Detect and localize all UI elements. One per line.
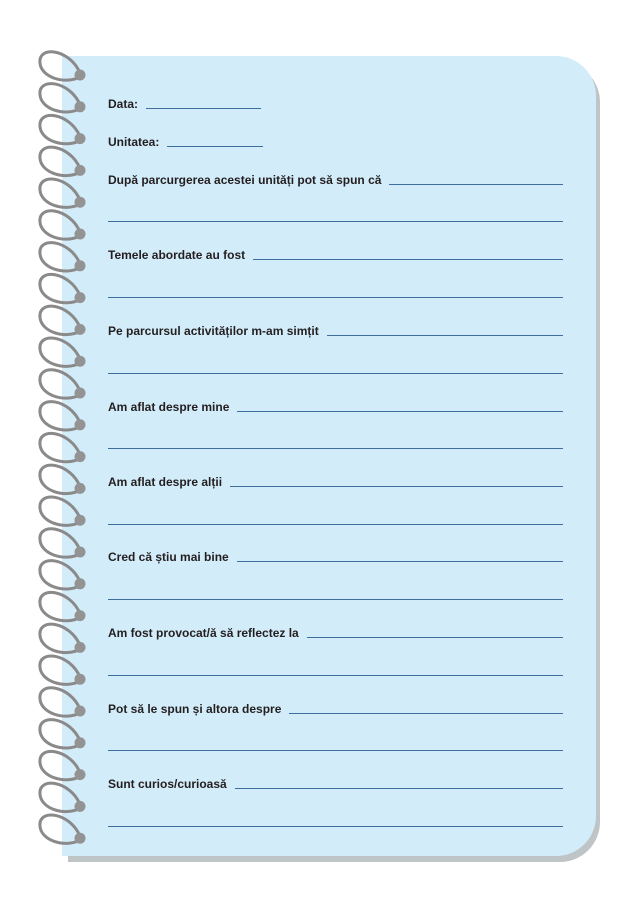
answer-line[interactable] [235,788,563,789]
spiral-ring [40,783,86,812]
spiral-coil [40,720,80,748]
spiral-ring [40,751,86,780]
answer-line[interactable] [327,335,563,336]
spiral-coil [40,211,80,239]
spiral-coil [40,243,80,271]
answer-continuation-line[interactable] [108,448,563,449]
prompt-row [108,697,563,717]
spiral-ring [40,433,86,462]
spiral-coil [40,338,80,366]
date-input-line[interactable] [146,108,261,109]
spiral-coil [40,433,80,461]
punch-hole [75,737,86,748]
punch-hole [75,324,86,335]
answer-continuation-line[interactable] [108,675,563,676]
spiral-ring [40,115,86,144]
prompt-row [108,545,563,565]
prompt-label: Pot să le spun și altora despre [108,702,282,716]
spiral-coil [40,147,80,175]
punch-hole [75,70,86,81]
spiral-ring [40,497,86,526]
answer-line[interactable] [289,713,563,714]
spiral-coil [40,497,80,525]
prompt-row [108,168,563,188]
punch-hole [75,388,86,399]
spiral-coil [40,815,80,843]
spiral-ring [40,529,86,558]
answer-continuation-line[interactable] [108,524,563,525]
punch-hole [75,229,86,240]
spiral-coil [40,529,80,557]
spiral-coil [40,84,80,112]
punch-hole [75,801,86,812]
spiral-ring [40,243,86,272]
spiral-coil [40,306,80,334]
spiral-ring [40,84,86,113]
spiral-ring [40,656,86,685]
prompt-label: Sunt curios/curioasă [108,777,227,791]
unit-row [108,130,563,150]
prompt-row [108,243,563,263]
spiral-ring [40,306,86,335]
spiral-ring [40,720,86,749]
spiral-ring [40,624,86,653]
date-label: Data: [108,97,139,111]
spiral-binding [0,0,110,900]
spiral-ring [40,688,86,717]
punch-hole [75,451,86,462]
punch-hole [75,706,86,717]
spiral-ring [40,370,86,399]
prompt-label: Am aflat despre alții [108,475,223,489]
answer-line[interactable] [389,184,563,185]
spiral-coil [40,402,80,430]
answer-continuation-line[interactable] [108,373,563,374]
spiral-coil [40,783,80,811]
prompt-row [108,470,563,490]
punch-hole [75,642,86,653]
prompt-label: Am fost provocat/ă să reflectez la [108,626,299,640]
punch-hole [75,547,86,558]
spiral-ring [40,561,86,590]
spiral-coil [40,592,80,620]
punch-hole [75,515,86,526]
punch-hole [75,292,86,303]
spiral-ring [40,179,86,208]
punch-hole [75,769,86,780]
spiral-ring [40,147,86,176]
spiral-ring [40,815,86,844]
prompt-row [108,395,563,415]
punch-hole [75,165,86,176]
spiral-ring [40,465,86,494]
prompt-label: Am aflat despre mine [108,400,230,414]
spiral-coil [40,274,80,302]
prompt-row [108,319,563,339]
spiral-ring [40,338,86,367]
spiral-coil [40,115,80,143]
punch-hole [75,260,86,271]
spiral-coil [40,52,80,80]
spiral-coil [40,656,80,684]
punch-hole [75,833,86,844]
punch-hole [75,610,86,621]
answer-continuation-line[interactable] [108,297,563,298]
answer-line[interactable] [237,411,563,412]
punch-hole [75,419,86,430]
answer-continuation-line[interactable] [108,826,563,827]
prompt-label: După parcurgerea acestei unități pot să spun că [108,173,382,187]
spiral-coil [40,561,80,589]
spiral-coil [40,179,80,207]
unit-input-line[interactable] [167,146,263,147]
spiral-ring [40,274,86,303]
punch-hole [75,578,86,589]
spiral-coil [40,688,80,716]
answer-continuation-line[interactable] [108,221,563,222]
spiral-coil [40,624,80,652]
prompt-label: Temele abordate au fost [108,248,246,262]
spiral-ring [40,592,86,621]
date-row [108,92,563,112]
answer-line[interactable] [230,486,563,487]
answer-line[interactable] [307,637,563,638]
answer-line[interactable] [253,259,563,260]
unit-label: Unitatea: [108,135,160,149]
answer-line[interactable] [237,561,563,562]
punch-hole [75,197,86,208]
spiral-ring [40,52,86,81]
prompt-label: Pe parcursul activităților m-am simțit [108,324,319,338]
prompt-label: Cred că știu mai bine [108,550,229,564]
answer-continuation-line[interactable] [108,750,563,751]
spiral-coil [40,370,80,398]
spiral-coil [40,465,80,493]
spiral-coil [40,751,80,779]
prompt-row [108,621,563,641]
punch-hole [75,133,86,144]
punch-hole [75,101,86,112]
spiral-ring [40,211,86,240]
prompt-row [108,772,563,792]
punch-hole [75,674,86,685]
spiral-ring [40,402,86,431]
answer-continuation-line[interactable] [108,599,563,600]
punch-hole [75,356,86,367]
punch-hole [75,483,86,494]
